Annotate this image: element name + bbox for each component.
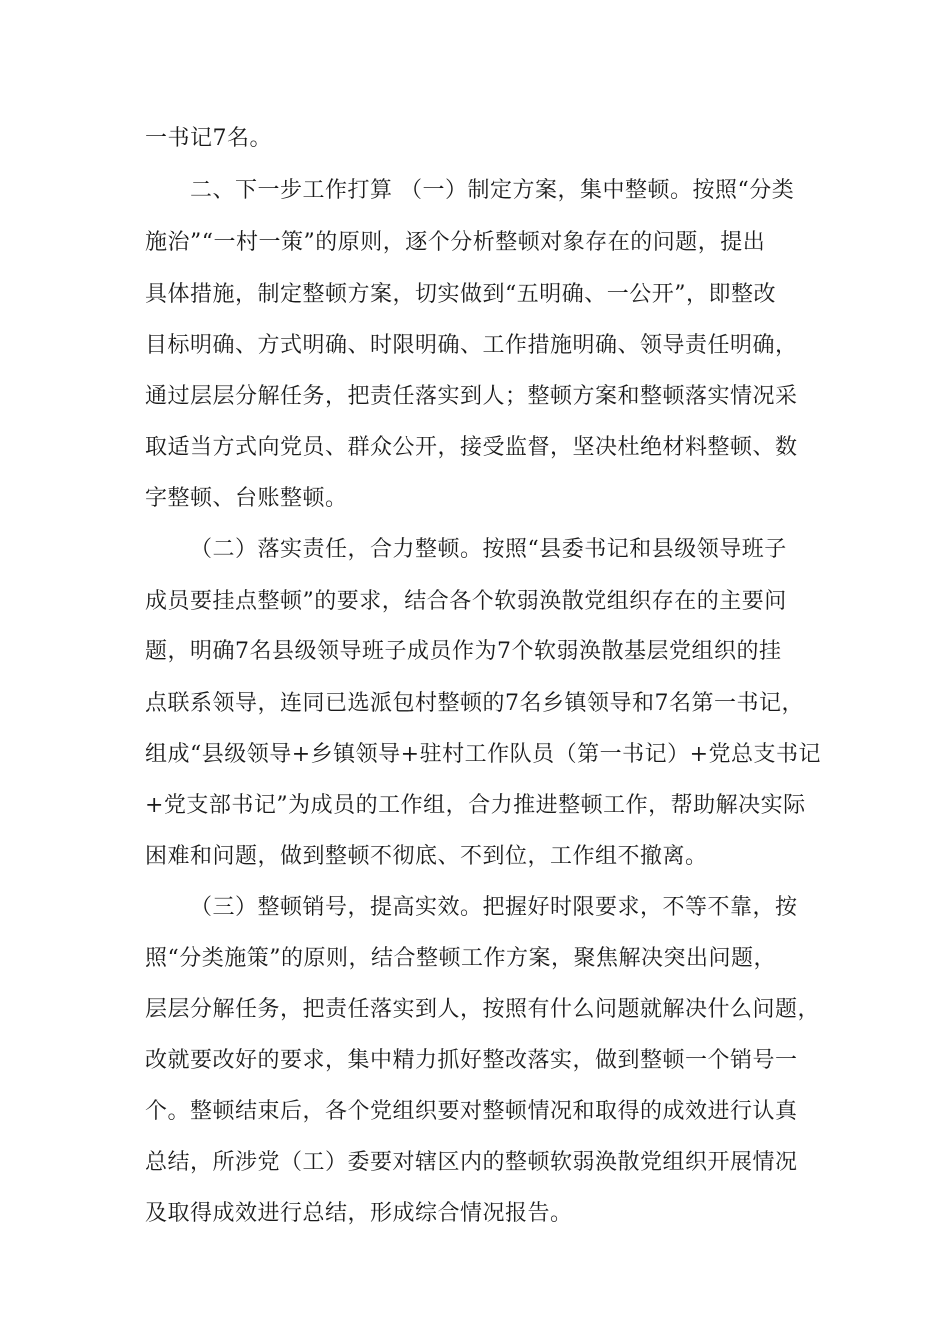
text-line: 取适当方式向党员、群众公开，接受监督，坚决杜绝材料整顿、数	[145, 435, 798, 460]
text-line: 题，明确7名县级领导班子成员作为7个软弱涣散基层党组织的挂	[145, 639, 782, 664]
text-line: +党支部书记”为成员的工作组，合力推进整顿工作，帮助解决实际	[145, 793, 806, 818]
text-line: 成员要挂点整顿”的要求，结合各个软弱涣散党组织存在的主要问	[145, 589, 787, 614]
text-line: 一书记7名。	[145, 126, 272, 151]
text-line: 组成“县级领导+乡镇领导+驻村工作队员（第一书记）+党总支书记	[145, 742, 822, 767]
text-line: 困难和问题，做到整顿不彻底、不到位，工作组不撤离。	[145, 844, 708, 869]
text-line: 目标明确、方式明确、时限明确、工作措施明确、领导责任明确，	[145, 333, 798, 358]
text-line: 个。整顿结束后，各个党组织要对整顿情况和取得的成效进行认真	[145, 1099, 798, 1124]
text-line: 字整顿、台账整顿。	[145, 486, 348, 511]
text-line: （二）落实责任，合力整顿。按照“县委书记和县级领导班子	[190, 537, 787, 562]
text-line: （三）整顿销号，提高实效。把握好时限要求，不等不靠，按	[190, 895, 798, 920]
text-line: 层层分解任务，把责任落实到人，按照有什么问题就解决什么问题，	[145, 997, 821, 1022]
text-line: 总结，所涉党（工）委要对辖区内的整顿软弱涣散党组织开展情况	[145, 1150, 798, 1175]
text-line: 改就要改好的要求，集中精力抓好整改落实，做到整顿一个销号一	[145, 1048, 798, 1073]
text-line: 二、下一步工作打算 （一）制定方案，集中整顿。按照“分类	[190, 178, 795, 203]
text-line: 具体措施，制定整顿方案，切实做到“五明确、一公开”，即整改	[145, 282, 776, 307]
text-line: 照“分类施策”的原则，结合整顿工作方案，聚焦解决突出问题，	[145, 946, 776, 971]
text-line: 点联系领导，连同已选派包村整顿的7名乡镇领导和7名第一书记，	[145, 691, 804, 716]
text-line: 及取得成效进行总结，形成综合情况报告。	[145, 1201, 573, 1226]
text-line: 通过层层分解任务，把责任落实到人；整顿方案和整顿落实情况采	[145, 384, 798, 409]
text-line: 施治”“一村一策”的原则，逐个分析整顿对象存在的问题，提出	[145, 230, 766, 255]
